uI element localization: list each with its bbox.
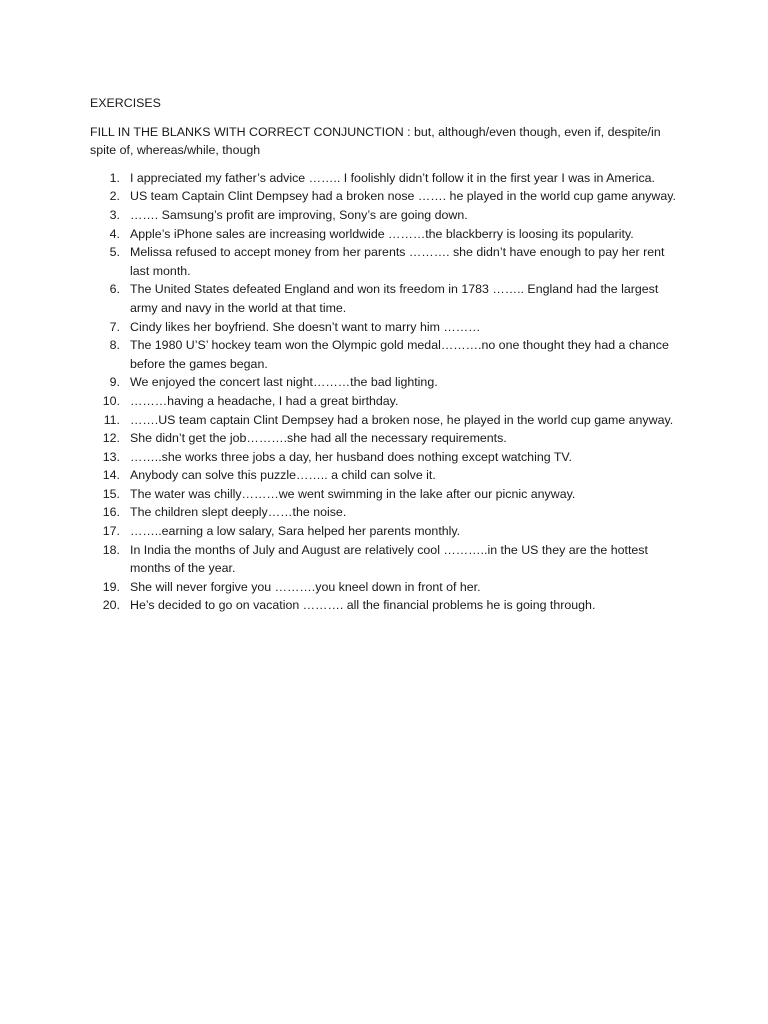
exercise-item [90, 336, 680, 373]
exercise-item [90, 280, 680, 317]
exercise-number: 9. [109, 375, 120, 390]
exercises-heading: EXERCISES [90, 96, 161, 110]
exercise-sentence: …….US team captain Clint Dempsey had a broken nose, he played in the world cup game anyway. [130, 412, 674, 427]
exercise-number: 1. [109, 170, 120, 185]
exercise-sentence: ……..earning a low salary, Sara helped her parents monthly. [130, 524, 461, 539]
exercise-item [90, 206, 680, 225]
exercise-sentence: Melissa refused to accept money from her parents ………. she didn’t have enough to pay her rent last month. [130, 245, 665, 278]
exercise-item [90, 541, 680, 578]
exercise-number: 20. [102, 598, 120, 613]
exercise-item [90, 522, 680, 541]
exercise-number: 5. [109, 245, 120, 260]
exercise-number: 17. [102, 524, 120, 539]
exercise-item [90, 318, 680, 337]
exercise-item [90, 187, 680, 206]
exercise-number: 16. [102, 505, 120, 520]
exercise-list [90, 169, 680, 615]
exercise-sentence: Anybody can solve this puzzle…….. a child can solve it. [130, 468, 436, 483]
exercise-item [90, 578, 680, 597]
exercise-item [90, 503, 680, 522]
exercise-sentence: The 1980 U’S’ hockey team won the Olympic gold medal……….no one thought they had a chance before the games began. [130, 338, 669, 371]
exercise-sentence: ……. Samsung’s profit are improving, Sony’s are going down. [130, 207, 468, 222]
exercise-sentence: ……..she works three jobs a day, her husband does nothing except watching TV. [130, 449, 572, 464]
exercise-sentence: Apple’s iPhone sales are increasing worldwide ………the blackberry is loosing its popularity. [130, 226, 634, 241]
exercise-sentence: I appreciated my father’s advice …….. I foolishly didn’t follow it in the first year I was in America. [130, 170, 655, 185]
exercise-number: 11. [103, 412, 120, 427]
exercise-number: 7. [109, 319, 120, 334]
exercise-item [90, 225, 680, 244]
exercise-sentence: Cindy likes her boyfriend. She doesn’t want to marry him ……… [130, 319, 481, 334]
exercise-item [90, 169, 680, 188]
exercise-item [90, 429, 680, 448]
exercise-sentence: She didn’t get the job……….she had all the necessary requirements. [130, 431, 507, 446]
exercise-number: 10. [102, 393, 120, 408]
exercise-item [90, 596, 680, 615]
exercise-sentence: He’s decided to go on vacation ………. all the financial problems he is going through. [130, 598, 596, 613]
exercise-number: 13. [102, 449, 120, 464]
exercise-number: 2. [109, 189, 120, 204]
exercise-number: 3. [109, 207, 120, 222]
exercise-number: 4. [109, 226, 120, 241]
exercise-number: 12. [102, 431, 120, 446]
exercise-sentence: The water was chilly………we went swimming in the lake after our picnic anyway. [130, 486, 576, 501]
exercise-sentence: In India the months of July and August are relatively cool ………..in the US they are the hottest months of the year. [130, 542, 648, 576]
exercise-sentence: She will never forgive you ……….you kneel down in front of her. [130, 579, 481, 594]
exercise-number: 14. [102, 468, 120, 483]
exercise-number: 19. [102, 579, 120, 594]
exercise-instructions: FILL IN THE BLANKS WITH CORRECT CONJUNCTION : but, although/even though, even if, despite/in spite of, whereas/while, though [90, 124, 661, 158]
document-content [90, 94, 680, 615]
exercise-item [90, 411, 680, 430]
exercise-number: 15. [102, 486, 120, 501]
exercise-number: 18. [102, 542, 120, 557]
exercise-number: 6. [109, 282, 120, 297]
exercise-sentence: We enjoyed the concert last night………the bad lighting. [130, 375, 438, 390]
exercise-item [90, 466, 680, 485]
exercise-item [90, 485, 680, 504]
exercise-sentence: The United States defeated England and won its freedom in 1783 …….. England had the largest army and navy in the world at that time. [130, 282, 659, 315]
exercise-sentence: The children slept deeply……the noise. [130, 505, 347, 520]
exercise-sentence: ………having a headache, I had a great birthday. [130, 393, 399, 408]
exercise-item [90, 448, 680, 467]
exercise-item [90, 373, 680, 392]
exercise-item [90, 392, 680, 411]
exercise-number: 8. [109, 338, 120, 353]
exercise-sentence: US team Captain Clint Dempsey had a broken nose ……. he played in the world cup game anyway. [130, 189, 676, 204]
exercise-item [90, 243, 680, 280]
